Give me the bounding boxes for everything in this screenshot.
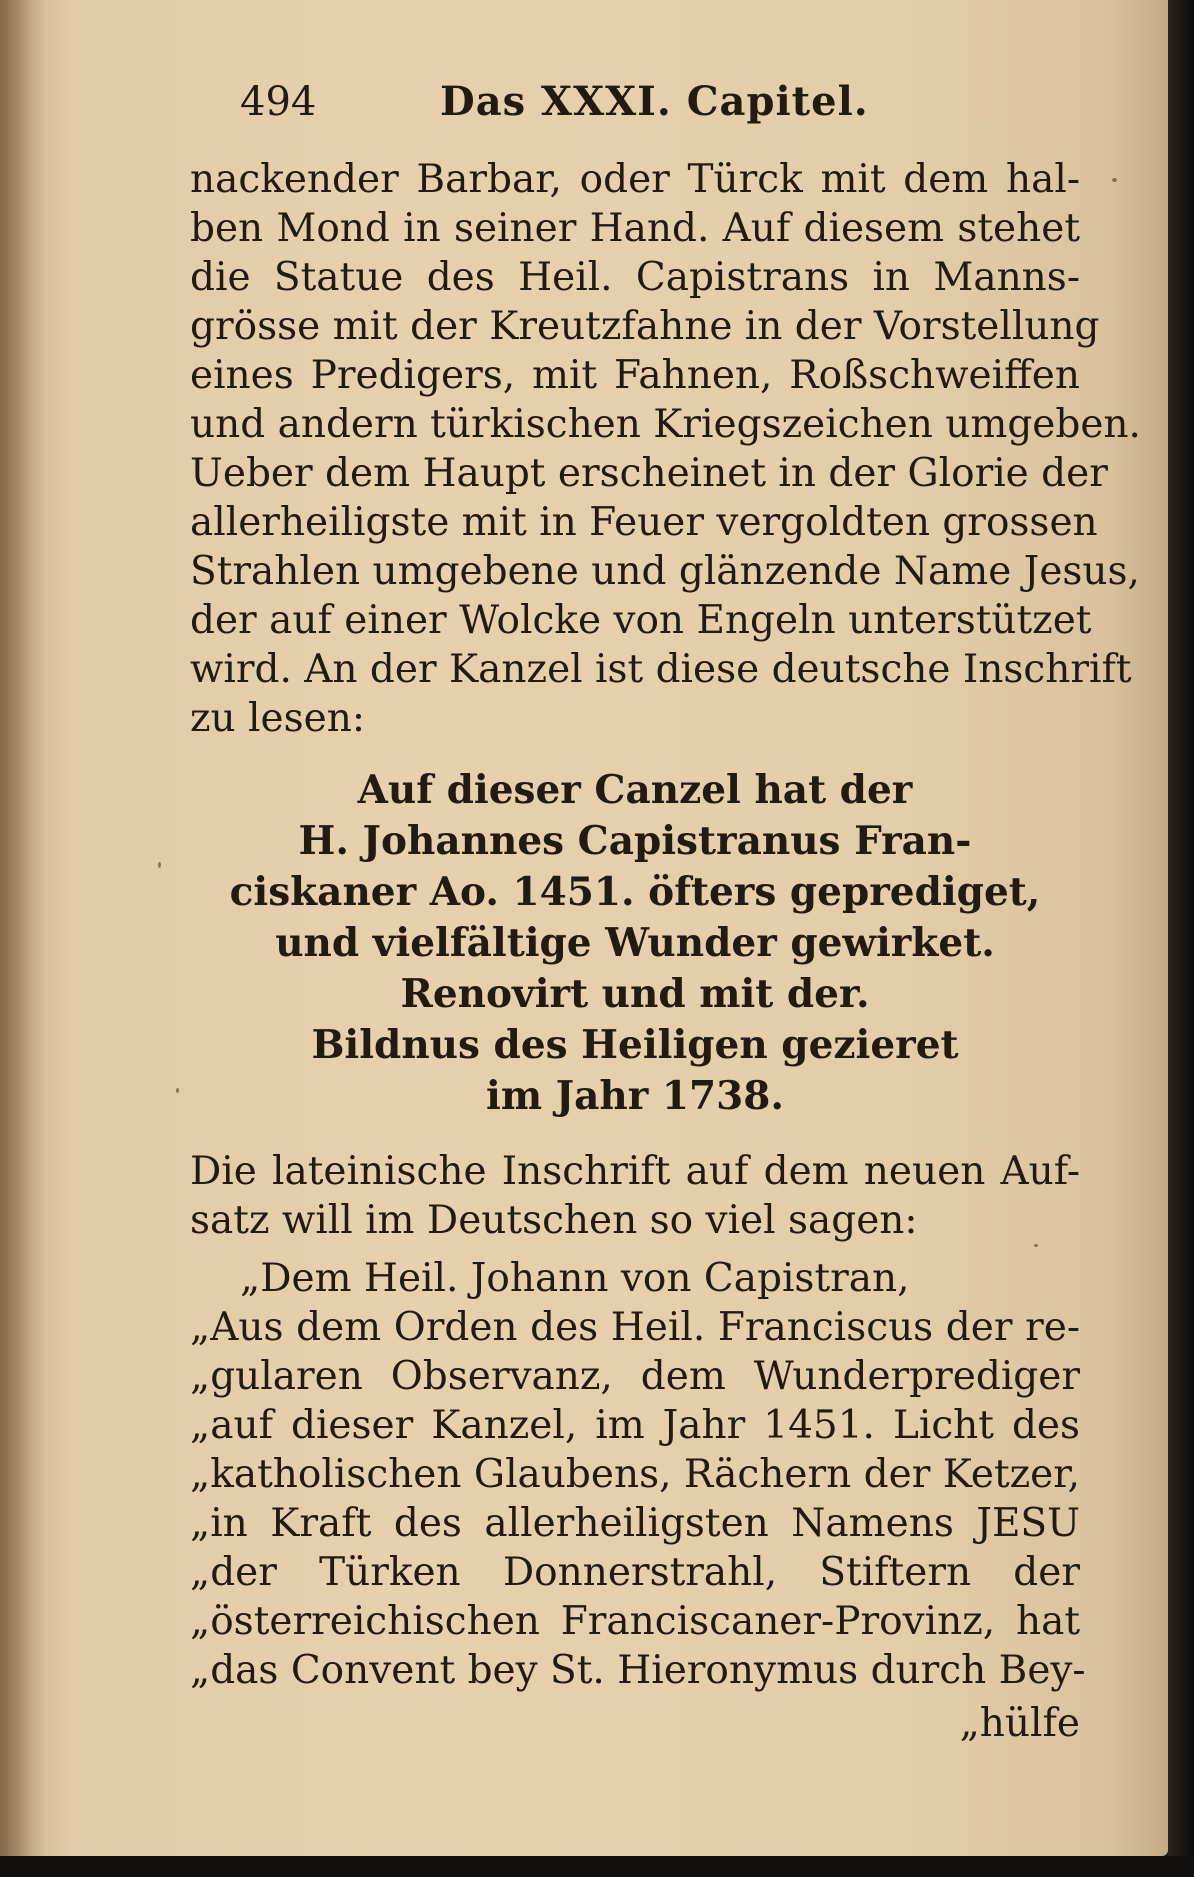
inscription-line: Auf dieser Canzel hat der <box>357 767 913 813</box>
quote-line: „der Türken Donnerstrahl, Stiftern der <box>190 1550 1080 1595</box>
inscription-line: Renovirt und mit der. <box>400 971 870 1017</box>
quote-line: „auf dieser Kanzel, im Jahr 1451. Licht des <box>190 1403 1080 1448</box>
page-edge-bottom <box>0 1856 1194 1877</box>
quote-line: „Dem Heil. Johann von Capistran, <box>240 1256 910 1301</box>
body-line: allerheiligste mit in Feuer vergoldten grossen <box>190 500 1098 545</box>
body-line: wird. An der Kanzel ist diese deutsche Inschrift <box>190 647 1132 692</box>
latin-intro-line: satz will im Deutschen so viel sagen: <box>190 1198 918 1243</box>
body-line: grösse mit der Kreutzfahne in der Vorstellung <box>190 304 1100 349</box>
quote-line: „katholischen Glaubens, Rächern der Ketzer, <box>190 1452 1080 1497</box>
body-line: eines Predigers, mit Fahnen, Roßschweiffen <box>190 353 1080 398</box>
paper-speck <box>1034 1244 1038 1247</box>
body-line: und andern türkischen Kriegszeichen umgeben. <box>190 402 1141 447</box>
latin-intro-line: Die lateinische Inschrift auf dem neuen Auf- <box>190 1149 1080 1194</box>
paper-speck <box>158 862 161 868</box>
inscription-line: H. Johannes Capistranus Fran- <box>298 818 972 864</box>
page-header <box>240 72 900 132</box>
body-line: Strahlen umgebene und glänzende Name Jesus, <box>190 549 1140 594</box>
running-head: Das XXXI. Capitel. <box>440 78 869 125</box>
body-line: Ueber dem Haupt erscheinet in der Glorie der <box>190 451 1108 496</box>
body-line: die Statue des Heil. Capistrans in Manns- <box>190 255 1080 300</box>
paper-speck <box>176 1088 179 1093</box>
body-line: ben Mond in seiner Hand. Auf diesem stehet <box>190 206 1080 251</box>
page-edge-right <box>1168 0 1194 1877</box>
quote-line: „österreichischen Franciscaner-Provinz, hat <box>190 1599 1080 1644</box>
body-line: nackender Barbar, oder Türck mit dem hal- <box>190 157 1080 202</box>
quote-line: „in Kraft des allerheiligsten Namens JESU <box>190 1501 1080 1546</box>
body-line: zu lesen: <box>190 696 365 741</box>
inscription-line: Bildnus des Heiligen gezieret <box>311 1022 959 1068</box>
catchword: „hülfe <box>959 1701 1080 1746</box>
quote-line: „gularen Observanz, dem Wunderprediger <box>190 1354 1080 1399</box>
page-number: 494 <box>240 79 317 125</box>
paper-speck <box>1112 178 1117 182</box>
inscription-line: ciskaner Ao. 1451. öfters geprediget, <box>229 869 1041 915</box>
body-line: der auf einer Wolcke von Engeln unterstützet <box>190 598 1092 643</box>
inscription-line: im Jahr 1738. <box>486 1073 784 1119</box>
quote-line: „Aus dem Orden des Heil. Franciscus der re- <box>190 1305 1080 1350</box>
quote-line: „das Convent bey St. Hieronymus durch Bey- <box>190 1648 1086 1693</box>
inscription-line: und vielfältige Wunder gewirket. <box>275 920 995 966</box>
